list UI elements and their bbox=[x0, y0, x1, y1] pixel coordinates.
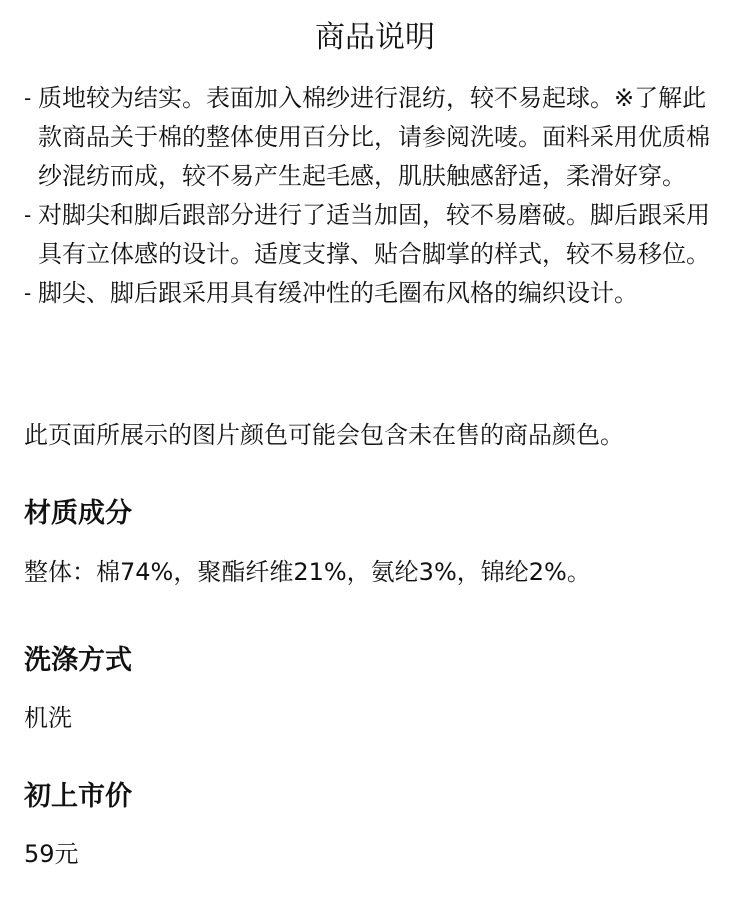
feature-list bbox=[24, 79, 730, 313]
feature-text: 脚尖、脚后跟采用具有缓冲性的毛圈布风格的编织设计。 bbox=[38, 279, 638, 307]
bullet-marker: - bbox=[24, 281, 32, 305]
launch-price-heading: 初上市价 bbox=[24, 781, 132, 812]
page-title: 商品说明 bbox=[315, 20, 435, 55]
material-heading: 材质成分 bbox=[24, 498, 132, 529]
feature-text: 对脚尖和脚后跟部分进行了适当加固，较不易磨破。脚后跟采用具有立体感的设计。适度支撑、贴合脚掌的样式，较不易移位。 bbox=[38, 201, 710, 268]
feature-item bbox=[24, 274, 730, 313]
launch-price: 59元 bbox=[24, 840, 79, 868]
wash-method-heading: 洗涤方式 bbox=[24, 645, 132, 676]
feature-text: 质地较为结实。表面加入棉纱进行混纺，较不易起球。※了解此款商品关于棉的整体使用百分比，请参阅洗唛。面料采用优质棉纱混纺而成，较不易产生起毛感，肌肤触感舒适，柔滑好穿。 bbox=[38, 84, 710, 190]
bullet-marker: - bbox=[24, 203, 32, 227]
material-composition: 整体：棉74%，聚酯纤维21%，氨纶3%，锦纶2%。 bbox=[24, 558, 591, 586]
wash-method: 机洗 bbox=[24, 704, 72, 732]
feature-item bbox=[24, 196, 730, 274]
color-disclaimer: 此页面所展示的图片颜色可能会包含未在售的商品颜色。 bbox=[24, 421, 624, 449]
bullet-marker: - bbox=[24, 86, 32, 110]
feature-item bbox=[24, 79, 730, 196]
